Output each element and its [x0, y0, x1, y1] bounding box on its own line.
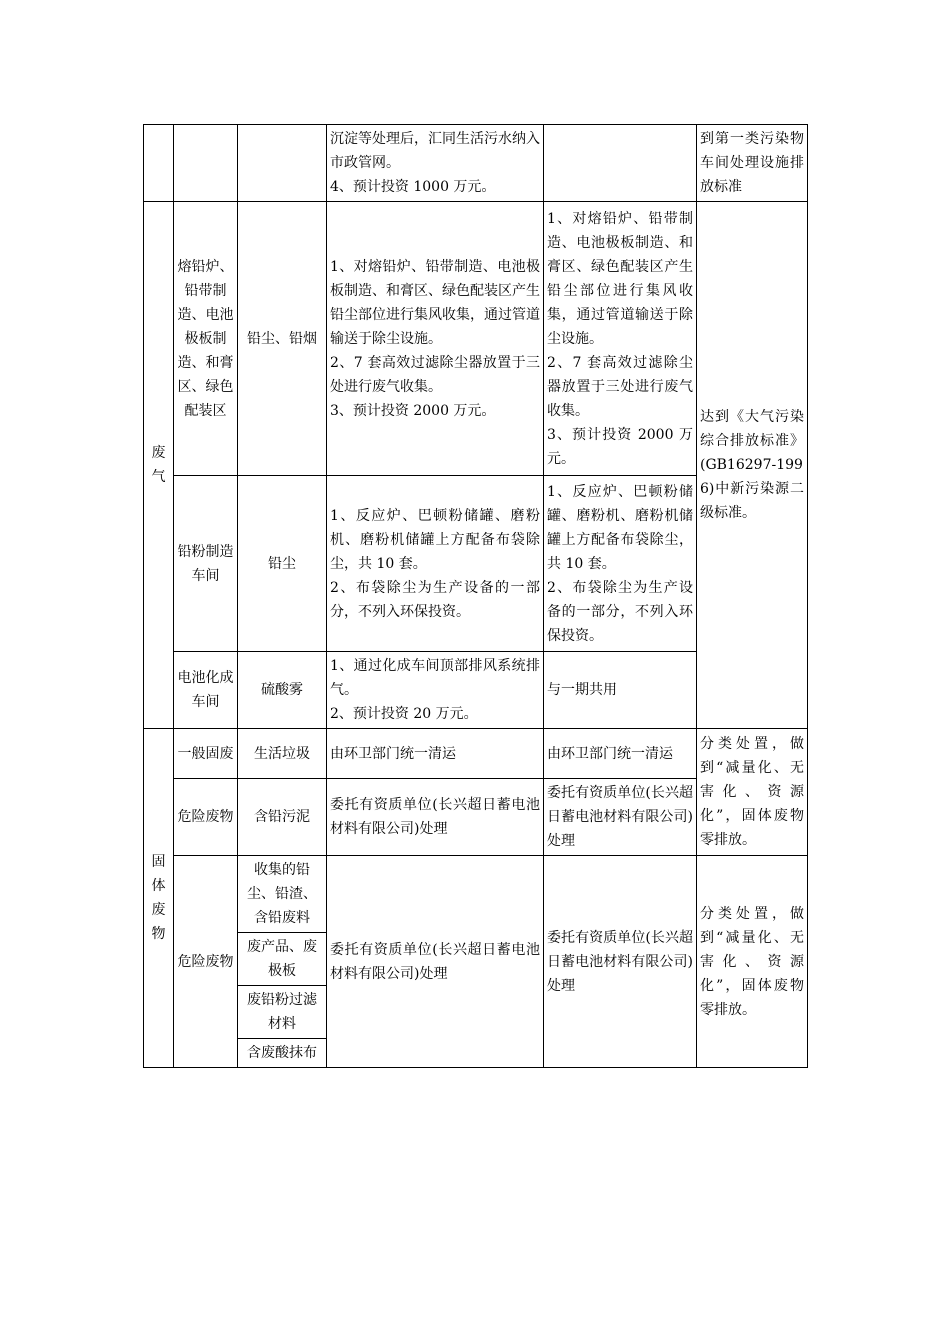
- item-cell: 废产品、废极板: [238, 933, 327, 986]
- pollutant-cell: 硫酸雾: [238, 652, 327, 729]
- item-cell: 含铅污泥: [238, 779, 327, 856]
- actual-line: 1、对熔铅炉、铅带制造、电池极板制造、和膏区、绿色配装区产生铅尘部位进行集风收集，通过管道输送于除尘设施。: [547, 210, 693, 347]
- measure-line: 3、预计投资 2000 万元。: [330, 402, 496, 419]
- table-row-hazardous: [144, 856, 808, 933]
- actual-line: 2、7 套高效过滤除尘器放置于三处进行废气收集。: [547, 354, 693, 419]
- measure-line: 1、反应炉、巴顿粉储罐、磨粉机、磨粉机储罐上方配备布袋除尘，共 10 套。: [330, 507, 540, 572]
- actual-line: 3、预计投资 2000 万元。: [547, 426, 693, 467]
- actual-line: 2、布袋除尘为生产设备的一部分，不列入环保投资。: [547, 579, 693, 644]
- item-cell: 含废酸抹布: [238, 1039, 327, 1068]
- measure-line: 2、预计投资 20 万元。: [330, 706, 478, 722]
- pollutant-cell: 铅尘、铅烟: [238, 202, 327, 476]
- actual-cell: 由环卫部门统一清运: [544, 729, 697, 779]
- measure-cell: [327, 652, 544, 729]
- type-cell: 危险废物: [174, 779, 238, 856]
- source-cell: 熔铅炉、铅带制造、电池极板制造、和膏区、绿色配装区: [174, 202, 238, 476]
- standard-cell-solid-1: 分类处置，做到“减量化、无害化、资源化”，固体废物零排放。: [697, 729, 808, 856]
- pollutant-cell: 铅尘: [238, 476, 327, 652]
- type-cell: 危险废物: [174, 856, 238, 1068]
- item-cell: 生活垃圾: [238, 729, 327, 779]
- measure-line: 1、通过化成车间顶部排风系统排气。: [330, 658, 540, 698]
- measure-line: 2、7 套高效过滤除尘器放置于三处进行废气收集。: [330, 354, 540, 395]
- table-row-general-waste: [144, 729, 808, 779]
- actual-cell: 委托有资质单位(长兴超日蓄电池材料有限公司)处理: [544, 856, 697, 1068]
- actual-cell: 与一期共用: [544, 652, 697, 729]
- standard-cell: 到第一类污染物车间处理设施排放标准: [697, 125, 808, 202]
- measure-cell: 委托有资质单位(长兴超日蓄电池材料有限公司)处理: [327, 779, 544, 856]
- measure-cell: 由环卫部门统一清运: [327, 729, 544, 779]
- pollutant-cell-empty: [238, 125, 327, 202]
- actual-cell: [544, 202, 697, 476]
- category-waste-gas: 废气: [144, 202, 174, 729]
- actual-cell: 委托有资质单位(长兴超日蓄电池材料有限公司)处理: [544, 779, 697, 856]
- source-cell-empty: [174, 125, 238, 202]
- measure-line: 1、对熔铅炉、铅带制造、电池极板制造、和膏区、绿色配装区产生铅尘部位进行集风收集，通过管道输送于除尘设施。: [330, 258, 540, 347]
- measure-cell: [327, 202, 544, 476]
- table-row-smelting: [144, 202, 808, 476]
- measure-line: 沉淀等处理后，汇同生活污水纳入市政管网。: [330, 131, 540, 171]
- source-cell: 电池化成车间: [174, 652, 238, 729]
- table-row-continuation: [144, 125, 808, 202]
- item-cell: 收集的铅尘、铅渣、含铅废料: [238, 856, 327, 933]
- measure-cell: 委托有资质单位(长兴超日蓄电池材料有限公司)处理: [327, 856, 544, 1068]
- category-cell-empty: [144, 125, 174, 202]
- actual-line: 1、反应炉、巴顿粉储罐、磨粉机、磨粉机储罐上方配备布袋除尘，共 10 套。: [547, 483, 693, 572]
- measure-cell: [327, 125, 544, 202]
- source-cell: 铅粉制造车间: [174, 476, 238, 652]
- measure-cell: [327, 476, 544, 652]
- actual-cell: [544, 476, 697, 652]
- item-cell: 废铅粉过滤材料: [238, 986, 327, 1039]
- actual-cell-empty: [544, 125, 697, 202]
- standard-cell-air: 达到《大气污染综合排放标准》(GB16297-1996)中新污染源二级标准。: [697, 202, 808, 729]
- pollution-control-table: [143, 124, 808, 1068]
- measure-line: 2、布袋除尘为生产设备的一部分，不列入环保投资。: [330, 579, 540, 620]
- standard-cell-solid-2: 分类处置，做到“减量化、无害化、资源化”，固体废物零排放。: [697, 856, 808, 1068]
- type-cell: 一般固废: [174, 729, 238, 779]
- category-solid-waste: 固体废物: [144, 729, 174, 1068]
- measure-line: 4、预计投资 1000 万元。: [330, 179, 496, 195]
